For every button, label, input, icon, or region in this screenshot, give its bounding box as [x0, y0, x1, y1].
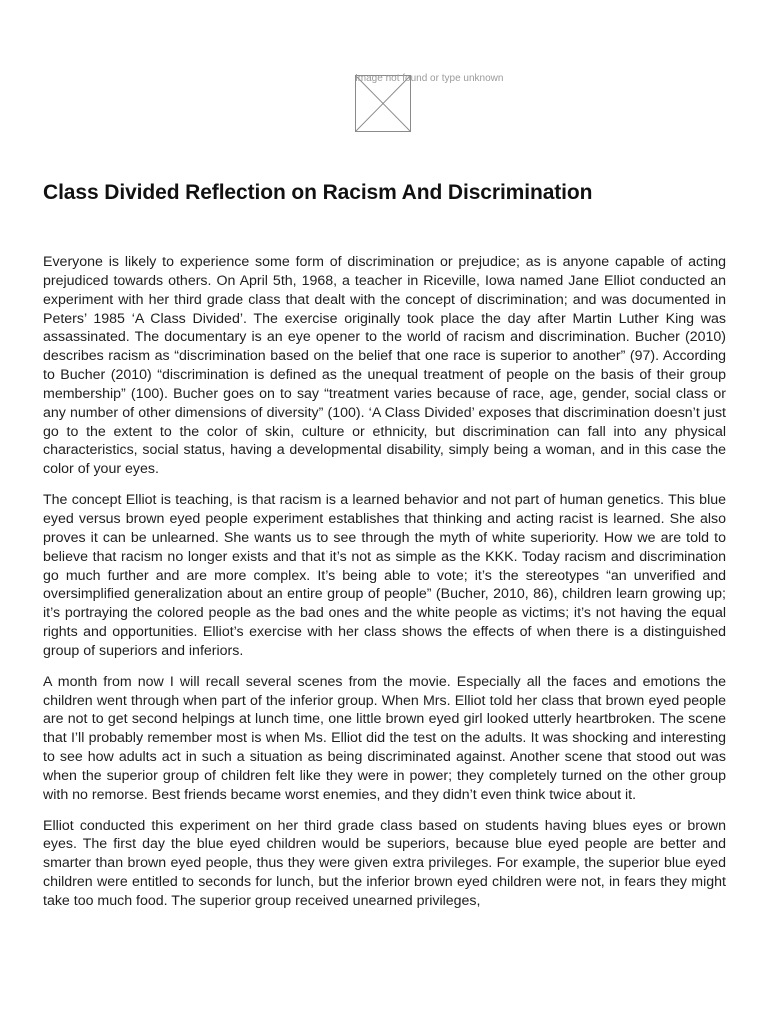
broken-image-alt-text: Image not found or type unknown: [355, 73, 504, 84]
paragraph-4: Elliot conducted this experiment on her third grade class based on students having blues eyes or brown eyes. The first day the blue eyed children would be superiors, because blue eyed people are better and smarter than brown eyed people, thus they were given extra privileges. For example, the superior blue eyed children were entitled to seconds for lunch, but the inferior brown eyed children were not, in fears they might take too much food. The superior group received unearned privileges,: [43, 817, 726, 909]
paragraph-2: The concept Elliot is teaching, is that racism is a learned behavior and not part of human genetics. This blue eyed versus brown eyed people experiment establishes that thinking and acting racist is learned. She also proves it can be unlearned. She wants us to see through the myth of white superiority. How we are told to believe that racism no longer exists and that it’s not as simple as the KKK. Today racism and discrimination go much further and are more complex. It’s being able to vote; it’s the stereotypes “an unverified and oversimplified generalization about an entire group of people” (Bucher, 2010, 86), children learn growing up; it’s portraying the colored people as the bad ones and the white people as victims; it’s not having the equal rights and opportunities. Elliot’s exercise with her class shows the effects of when there is a distinguished group of superiors and inferiors.: [43, 492, 726, 659]
paragraph-3: A month from now I will recall several scenes from the movie. Especially all the faces and emotions the children went through when part of the inferior group. When Mrs. Elliot told her class that brown eyed people are not to get second helpings at lunch time, one little brown eyed girl looked utterly heartbroken. The scene that I’ll probably remember most is when Ms. Elliot did the test on the adults. It was shocking and interesting to see how adults act in such a situation as being discriminated against. Another scene that stood out was when the superior group of children felt like they were in power; they completely turned on the other group with no remorse. Best friends became worst enemies, and they didn’t even think twice about it.: [43, 673, 726, 803]
document-body: [43, 253, 726, 923]
paragraph-1: Everyone is likely to experience some form of discrimination or prejudice; as is anyone capable of acting prejudiced towards others. On April 5th, 1968, a teacher in Riceville, Iowa named Jane Elliot conducted an experiment with her third grade class that dealt with the concept of discrimination; and was documented in Peters’ 1985 ‘A Class Divided’. The exercise originally took place the day after Martin Luther King was assassinated. The documentary is an eye opener to the world of racism and discrimination. Bucher (2010) describes racism as “discrimination based on the belief that one race is superior to another” (97). According to Bucher (2010) “discrimination is defined as the unequal treatment of people on the basis of their group membership” (100). Bucher goes on to say “treatment varies because of race, age, gender, social class or any number of other dimensions of diversity” (100). ‘A Class Divided’ exposes that discrimination doesn’t just go to the extent to the color of skin, culture or ethnicity, but discrimination can fall into any physical characteristics, social status, having a developmental disability, simply being a woman, and in this case the color of your eyes.: [43, 254, 726, 478]
document-title: Class Divided Reflection on Racism And Discrimination: [43, 181, 593, 204]
broken-image-cross: [356, 76, 410, 131]
